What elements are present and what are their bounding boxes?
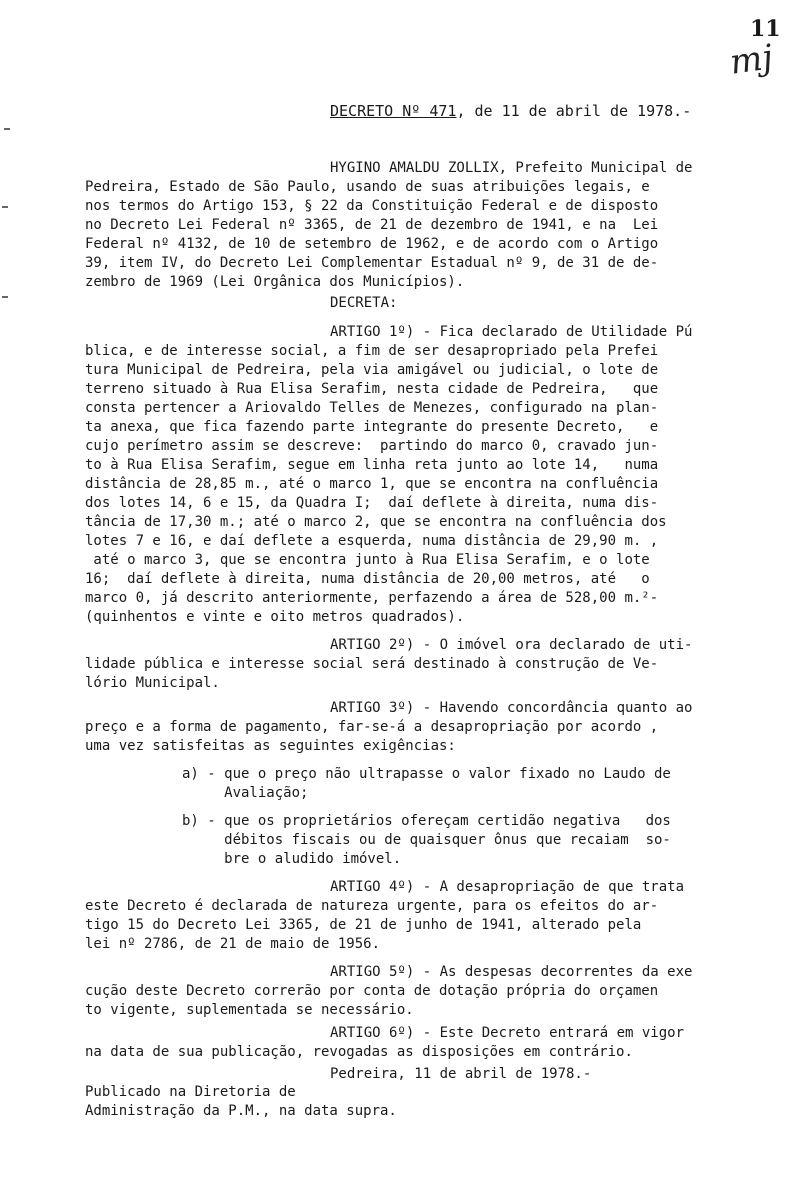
artigo-5-line: to vigente, suplementada se necessário. (85, 1002, 414, 1018)
preamble-line: no Decreto Lei Federal nº 3365, de 21 de dezembro de 1941, e na Lei (85, 217, 659, 233)
preamble-line: Pedreira, Estado de São Paulo, usando de suas atribuições legais, e (85, 179, 650, 195)
artigo-2-line: lidade pública e interesse social será destinado à construção de Ve- (85, 656, 659, 672)
preamble-line: zembro de 1969 (Lei Orgânica dos Municípios). (85, 274, 465, 290)
item-b-line: débitos fiscais ou de quaisquer ônus que recaiam so- (182, 832, 671, 848)
item-a-line: Avaliação; (182, 785, 309, 801)
artigo-2-line: ARTIGO 2º) - O imóvel ora declarado de uti- (330, 637, 693, 653)
artigo-1-line: blica, e de interesse social, a fim de ser desapropriado pela Prefei (85, 343, 659, 359)
artigo-5-line: cução deste Decreto correrão por conta de dotação própria do orçamen (85, 983, 659, 999)
place-date: Pedreira, 11 de abril de 1978.- (330, 1066, 592, 1082)
artigo-4-line: este Decreto é declarada de natureza urgente, para os efeitos do ar- (85, 898, 659, 914)
artigo-1-line: até o marco 3, que se encontra junto à Rua Elisa Serafim, e o lote (85, 552, 650, 568)
artigo-1-line: tura Municipal de Pedreira, pela via amigável ou judicial, o lote de (85, 362, 659, 378)
item-a-line: a) - que o preço não ultrapasse o valor fixado no Laudo de (182, 766, 671, 782)
artigo-1-line: ta anexa, que fica fazendo parte integrante do presente Decreto, e (85, 419, 659, 435)
artigo-1-line: dos lotes 14, 6 e 15, da Quadra I; daí deflete à direita, numa dis- (85, 495, 659, 511)
item-b-line: b) - que os proprietários ofereçam certidão negativa dos (182, 813, 671, 829)
artigo-1-line: lotes 7 e 16, e daí deflete a esquerda, numa distância de 29,90 m. , (85, 533, 659, 549)
artigo-4-line: ARTIGO 4º) - A desapropriação de que trata (330, 879, 685, 895)
decree-title (330, 102, 691, 121)
preamble-line: HYGINO AMALDU ZOLLIX, Prefeito Municipal de (330, 160, 693, 176)
artigo-5-line: ARTIGO 5º) - As despesas decorrentes da exe (330, 964, 693, 980)
artigo-3-line: uma vez satisfeitas as seguintes exigências: (85, 738, 456, 754)
artigo-1-line: ARTIGO 1º) - Fica declarado de Utilidade Pú (330, 324, 693, 340)
artigo-6-line: ARTIGO 6º) - Este Decreto entrará em vigor (330, 1025, 685, 1041)
artigo-3-line: ARTIGO 3º) - Havendo concordância quanto ao (330, 700, 693, 716)
artigo-1-line: distância de 28,85 m., até o marco 1, que se encontra na confluência (85, 476, 659, 492)
artigo-1-line: cujo perímetro assim se descreve: partindo do marco 0, cravado jun- (85, 438, 659, 454)
margin-mark (2, 296, 8, 298)
artigo-1-line: (quinhentos e vinte e oito metros quadrados). (85, 609, 465, 625)
preamble-line: Federal nº 4132, de 10 de setembro de 1962, e de acordo com o Artigo (85, 236, 659, 252)
artigo-1-line: consta pertencer a Ariovaldo Telles de Menezes, configurado na plan- (85, 400, 659, 416)
published-note-line: Publicado na Diretoria de (85, 1084, 296, 1100)
decreta-heading: DECRETA: (330, 295, 398, 311)
margin-mark (4, 128, 10, 130)
decree-title-label: DECRETO Nº 471 (330, 102, 457, 120)
margin-mark (2, 206, 8, 208)
artigo-4-line: lei nº 2786, de 21 de maio de 1956. (85, 936, 381, 952)
artigo-1-line: terreno situado à Rua Elisa Serafim, nesta cidade de Pedreira, que (85, 381, 659, 397)
handwritten-initials: mj (727, 37, 776, 83)
decree-title-rest: , de 11 de abril de 1978.- (456, 102, 692, 120)
artigo-1-line: tância de 17,30 m.; até o marco 2, que se encontra na confluência dos (85, 514, 667, 530)
artigo-3-line: preço e a forma de pagamento, far-se-á a desapropriação por acordo , (85, 719, 659, 735)
published-note-line: Administração da P.M., na data supra. (85, 1103, 397, 1119)
artigo-1-line: to à Rua Elisa Serafim, segue em linha reta junto ao lote 14, numa (85, 457, 659, 473)
preamble-line: 39, item IV, do Decreto Lei Complementar Estadual nº 9, de 31 de de- (85, 255, 659, 271)
item-b-line: bre o aludido imóvel. (182, 851, 402, 867)
page-number: 11 (750, 16, 781, 42)
preamble-line: nos termos do Artigo 153, § 22 da Constituição Federal e de disposto (85, 198, 659, 214)
artigo-1-line: marco 0, já descrito anteriormente, perfazendo a área de 528,00 m.²- (85, 590, 659, 606)
artigo-6-line: na data de sua publicação, revogadas as disposições em contrário. (85, 1044, 633, 1060)
artigo-2-line: lório Municipal. (85, 675, 220, 691)
artigo-4-line: tigo 15 do Decreto Lei 3365, de 21 de junho de 1941, alterado pela (85, 917, 642, 933)
artigo-1-line: 16; daí deflete à direita, numa distância de 20,00 metros, até o (85, 571, 650, 587)
